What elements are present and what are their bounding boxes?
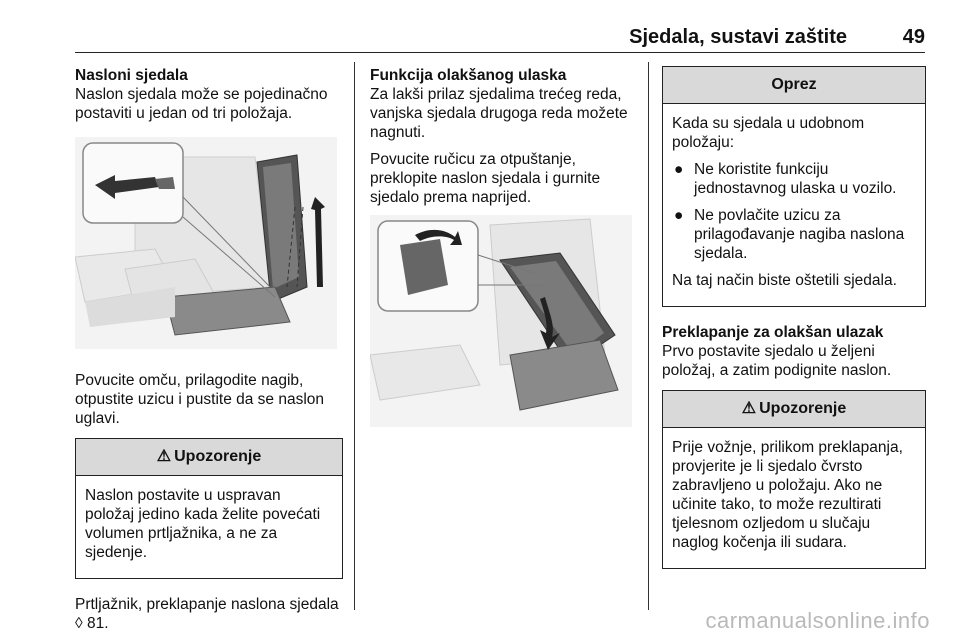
column-divider: [354, 62, 355, 610]
warning-box: [662, 390, 926, 569]
easy-entry-illustration: [370, 215, 632, 427]
caution-header: Oprez: [663, 67, 925, 104]
column-divider: [648, 62, 649, 610]
warning-text: Naslon postavite u uspravan položaj jedino kada želite povećati volumen prtljažnika, a ne za sjedenje.: [85, 487, 321, 561]
section-heading: Nasloni sjedala: [75, 67, 188, 84]
section-heading: Funkcija olakšanog ulaska: [370, 67, 567, 84]
warning-text: Prije vožnje, prilikom preklapanja, provjerite je li sjedalo čvrsto zabravljeno u položaju. Ako ne učinite tako, to može rezultirati tjelesnom ozljedom u slučaju naglog kočenja ili sudara.: [672, 439, 903, 551]
bullet-icon: ●: [674, 207, 684, 224]
body-text: Prvo postavite sjedalo u željeni položaj, a zatim podignite naslon.: [662, 343, 892, 379]
section-heading: Preklapanje za olakšan ulazak: [662, 324, 884, 341]
page-header: [75, 22, 925, 53]
caution-lead: Kada su sjedala u udobnom položaju:: [672, 115, 865, 151]
body-text: Povucite ručicu za otpuštanje, preklopite naslon sjedala i gurnite sjedalo prema naprijed.: [370, 151, 601, 206]
easy-entry-drawing: [370, 215, 632, 427]
caution-list: [672, 160, 916, 263]
column-2: [370, 60, 640, 427]
watermark: carmanualsonline.info: [705, 608, 930, 633]
body-text: Za lakši prilaz sjedalima trećeg reda, vanjska sjedala drugoga reda možete nagnuti.: [370, 86, 628, 141]
caution-closing: Na taj način biste oštetili sjedala.: [672, 272, 897, 289]
warning-icon: ⚠: [741, 400, 757, 417]
warning-title: Upozorenje: [759, 400, 847, 417]
seat-recline-drawing: [75, 137, 337, 349]
cross-reference: Prtljažnik, preklapanje naslona sjedala ◊ 81.: [75, 596, 339, 632]
page-title: Sjedala, sustavi zaštite: [629, 26, 847, 48]
column-1: [75, 60, 343, 641]
warning-title: Upozorenje: [174, 448, 262, 465]
warning-box: [75, 438, 343, 579]
bullet-icon: ●: [674, 161, 684, 178]
body-text: Povucite omču, prilagodite nagib, otpustite uzicu i pustite da se naslon uglavi.: [75, 372, 325, 427]
warning-header: [663, 391, 925, 428]
warning-icon: ⚠: [156, 448, 172, 465]
warning-header: [76, 439, 342, 476]
body-text: Naslon sjedala može se pojedinačno postaviti u jedan od tri položaja.: [75, 86, 328, 122]
seat-recline-illustration: [75, 137, 337, 349]
list-item: ● Ne povlačite uzicu za prilagođavanje nagiba naslona sjedala.: [674, 207, 905, 262]
page-number: 49: [902, 26, 925, 48]
caution-box: [662, 66, 926, 307]
column-3: [662, 60, 926, 585]
list-item: ● Ne koristite funkciju jednostavnog ulaska u vozilo.: [674, 161, 897, 197]
